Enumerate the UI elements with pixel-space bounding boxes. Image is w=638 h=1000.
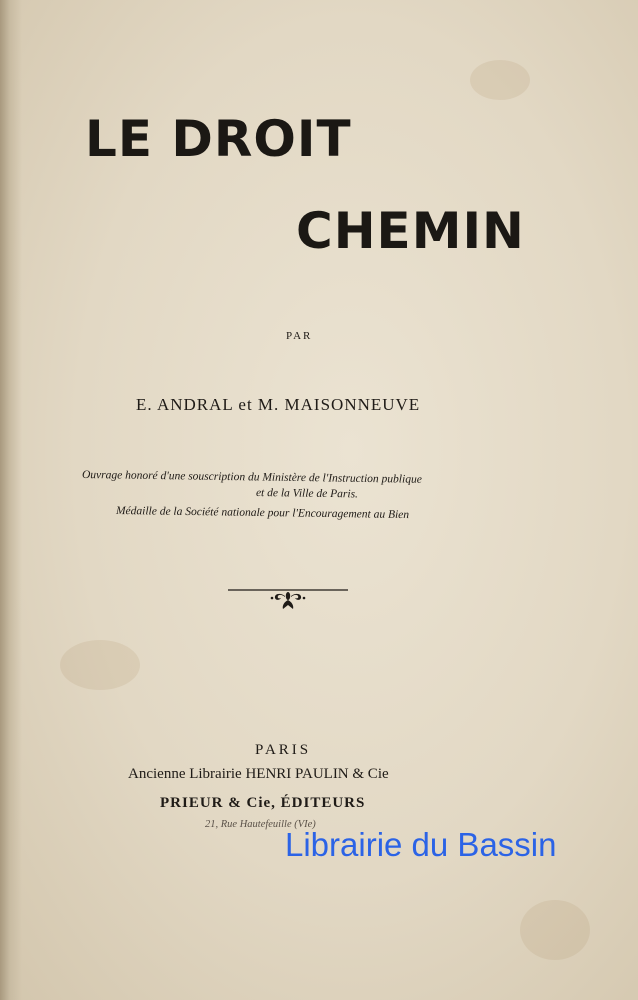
fleuron-ornament-icon [228,582,348,612]
page-gutter-shadow [0,0,22,1000]
imprint-publisher: Ancienne Librairie HENRI PAULIN & Cie [128,766,389,782]
imprint-address: 21, Rue Hautefeuille (VIe) [205,819,316,830]
authors-line: E. ANDRAL et M. MAISONNEUVE [136,395,421,414]
byline-par: PAR [286,330,313,342]
imprint-city: PARIS [255,742,312,758]
award-note-line-3: Médaille de la Société nationale pour l'Encouragement au Bien [115,505,410,522]
paper-stain [470,60,530,100]
award-note-line-2: et de la Ville de Paris. [255,487,359,501]
paper-stain [520,900,590,960]
imprint-editors: PRIEUR & Cie, ÉDITEURS [160,795,366,811]
book-title-line-1: LE DROIT [85,110,352,168]
book-title-line-2: CHEMIN [296,202,525,260]
seller-watermark: Librairie du Bassin [285,826,557,863]
paper-stain [60,640,140,690]
award-note-line-1: Ouvrage honoré d'une souscription du Ministère de l'Instruction publique [81,469,422,486]
